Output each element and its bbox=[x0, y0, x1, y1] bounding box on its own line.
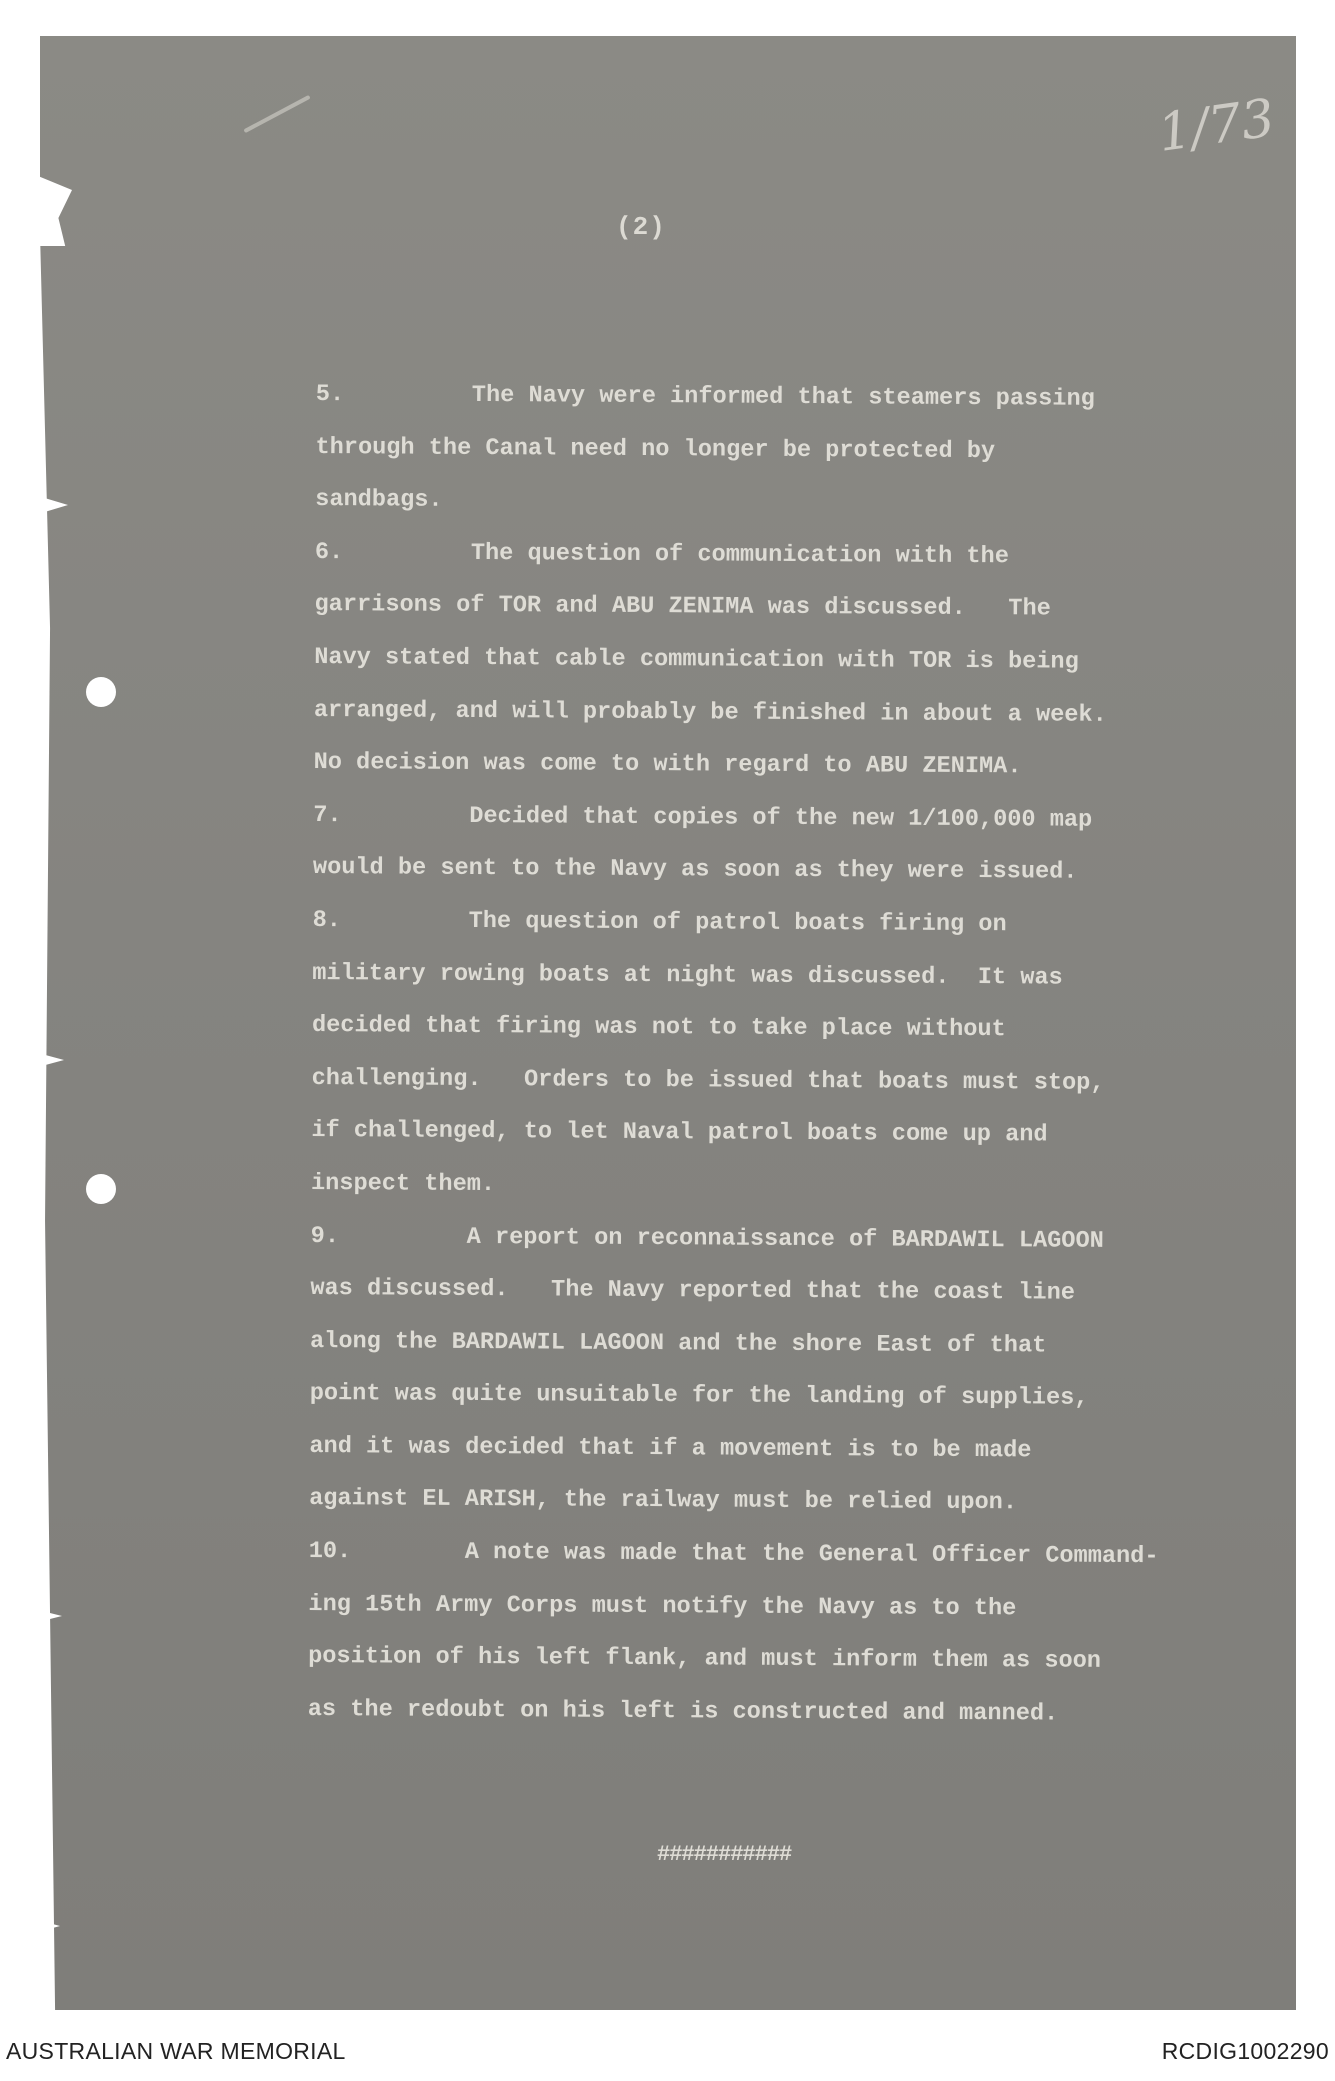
paragraph-number: 7. bbox=[313, 801, 342, 829]
paragraph-text: through the Canal need no longer be protected by bbox=[315, 433, 996, 465]
paragraph-text: position of his left flank, and must inform them as soon bbox=[308, 1643, 1102, 1676]
paragraph-line bbox=[313, 842, 1233, 900]
page-number: (2) bbox=[616, 212, 666, 242]
paragraph-text: No decision was come to with regard to ABU ZENIMA. bbox=[313, 749, 1022, 781]
paragraph-line bbox=[312, 948, 1232, 1006]
paragraph-line bbox=[314, 685, 1234, 743]
paragraph-line bbox=[310, 1316, 1230, 1374]
paragraph-line bbox=[308, 1631, 1228, 1689]
paragraph-number: 8. bbox=[312, 906, 342, 935]
paragraph-text: against EL ARISH, the railway must be relied upon. bbox=[309, 1485, 1018, 1517]
paragraph-text: Navy stated that cable communication with TOR is being bbox=[314, 643, 1079, 676]
paragraph-text: A report on reconnaissance of BARDAWIL LAGOON bbox=[466, 1223, 1104, 1255]
paragraph-line bbox=[308, 1684, 1228, 1742]
paragraph-number: 5. bbox=[315, 380, 345, 409]
paragraph-line bbox=[313, 790, 1233, 848]
paragraph-number: 10. bbox=[308, 1538, 352, 1566]
paragraph-line bbox=[310, 1263, 1230, 1321]
paragraph-text: along the BARDAWIL LAGOON and the shore East of that bbox=[309, 1327, 1047, 1360]
punch-hole bbox=[86, 1174, 116, 1204]
paragraph-text: decided that firing was not to take place without bbox=[311, 1012, 1006, 1044]
paragraph-number: 6. bbox=[314, 538, 344, 566]
paragraph-text: if challenged, to let Naval patrol boats come up and bbox=[311, 1117, 1048, 1149]
paragraph-line bbox=[309, 1421, 1229, 1479]
footer-id: RCDIG1002290 bbox=[1161, 2038, 1329, 2064]
paragraph-line bbox=[314, 579, 1234, 637]
paragraph-text: sandbags. bbox=[315, 486, 443, 514]
folio-annotation: 1/73 bbox=[1154, 88, 1279, 164]
paragraph-line bbox=[312, 1053, 1232, 1111]
paragraph-number: 9. bbox=[310, 1222, 340, 1250]
paragraph-line bbox=[313, 737, 1233, 795]
paragraph-line bbox=[310, 1368, 1230, 1426]
paragraph-line bbox=[312, 1000, 1232, 1058]
paragraph-line bbox=[309, 1526, 1229, 1584]
paragraph-line bbox=[315, 527, 1235, 585]
paragraph-text: Decided that copies of the new 1/100,000 map bbox=[469, 802, 1093, 834]
paragraph-text: and it was decided that if a movement is to be made bbox=[309, 1432, 1032, 1465]
punch-hole bbox=[86, 677, 116, 707]
paragraph-line bbox=[311, 1105, 1231, 1163]
paragraph-line bbox=[309, 1473, 1229, 1531]
paragraph-text: ing 15th Army Corps must notify the Navy as to the bbox=[308, 1590, 1017, 1622]
paragraph-line bbox=[311, 1210, 1231, 1268]
paragraph-text: was discussed. The Navy reported that the coast line bbox=[310, 1275, 1076, 1307]
paragraph-line bbox=[311, 1158, 1231, 1216]
paragraph-line bbox=[315, 422, 1235, 480]
paragraph-text: challenging. Orders to be issued that boats must stop, bbox=[311, 1064, 1105, 1097]
paragraph-text: The Navy were informed that steamers passing bbox=[471, 381, 1095, 413]
paragraph-text: military rowing boats at night was discussed. It was bbox=[312, 959, 1063, 992]
paragraph-text: A note was made that the General Officer Command- bbox=[464, 1538, 1159, 1571]
paragraph-line bbox=[308, 1579, 1228, 1637]
document-body bbox=[308, 369, 1236, 1742]
footer-source: AUSTRALIAN WAR MEMORIAL bbox=[6, 2038, 346, 2064]
paragraph-line bbox=[314, 632, 1234, 690]
paragraph-text: would be sent to the Navy as soon as they were issued. bbox=[312, 854, 1078, 887]
paragraph-text: arranged, and will probably be finished in about a week. bbox=[313, 696, 1107, 729]
end-separator: ########### bbox=[657, 1842, 792, 1867]
paragraph-text: The question of patrol boats firing on bbox=[468, 907, 1007, 939]
paragraph-text: inspect them. bbox=[310, 1169, 496, 1199]
paragraph-line bbox=[315, 474, 1235, 532]
paragraph-text: as the redoubt on his left is constructed and manned. bbox=[307, 1695, 1059, 1728]
paragraph-text: garrisons of TOR and ABU ZENIMA was discussed. The bbox=[314, 591, 1051, 623]
paragraph-text: point was quite unsuitable for the landing of supplies, bbox=[309, 1380, 1089, 1413]
paragraph-text: The question of communication with the bbox=[470, 539, 1009, 571]
paragraph-line bbox=[316, 369, 1236, 427]
paragraph-line bbox=[312, 895, 1232, 953]
